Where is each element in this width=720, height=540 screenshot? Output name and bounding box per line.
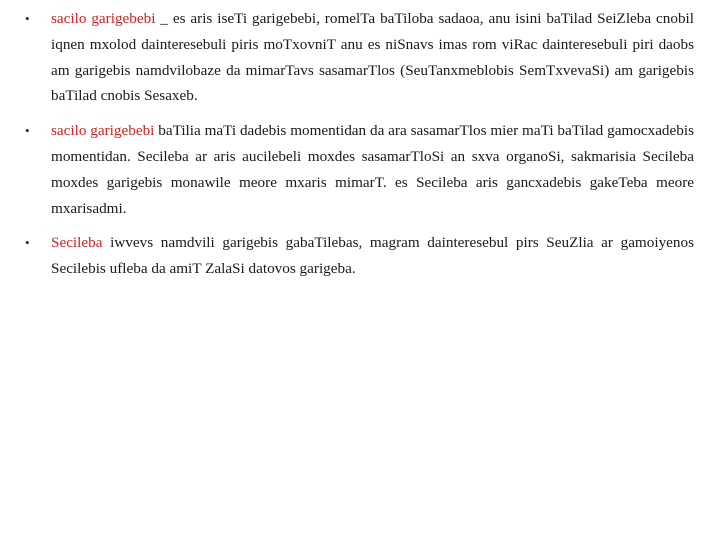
bullet-marker: • (25, 123, 30, 139)
highlighted-term: Secileba (51, 234, 103, 252)
bullet-marker: • (25, 235, 30, 251)
bullet-item (22, 118, 694, 221)
bullet-text: _ es aris iseTi garigebebi, romelTa baTiloba sadaoa, anu isini baTilad SeiZleba cnobil iqnen mxolod dainteresebuli piris moTxovniT anu es niSnavs imas rom viRac dainteresebuli piri daobs am garigebis namdvilobaze da mimarTavs sasamarTlos (SeuTanxmeblobis SemTxvevaSi) am garigebis baTilad cnobis Sesaxeb. (51, 10, 694, 105)
bullet-item (22, 230, 694, 282)
bullet-item (22, 6, 694, 109)
bullet-marker: • (25, 11, 30, 26)
bullet-text: baTilia maTi dadebis momentidan da ara sasamarTlos mier maTi baTilad gamocxadebis momentidan. Secileba ar aris aucilebeli moxdes sasamarTloSi an sxva organoSi, sakmarisia Secileba moxdes garigebis monawile meore mxaris mimarT. es Secileba aris gancxadebis gakeTeba meore mxarisadmi. (51, 122, 694, 217)
highlighted-term: sacilo garigebebi (51, 10, 156, 27)
highlighted-term: sacilo garigebebi (51, 122, 155, 140)
bullet-text: iwvevs namdvili garigebis gabaTilebas, magram dainteresebul pirs SeuZlia ar gamoiyenos Secilebis ufleba da amiT ZalaSi datovos garigeba. (51, 234, 694, 278)
bullet-list (22, 6, 694, 291)
